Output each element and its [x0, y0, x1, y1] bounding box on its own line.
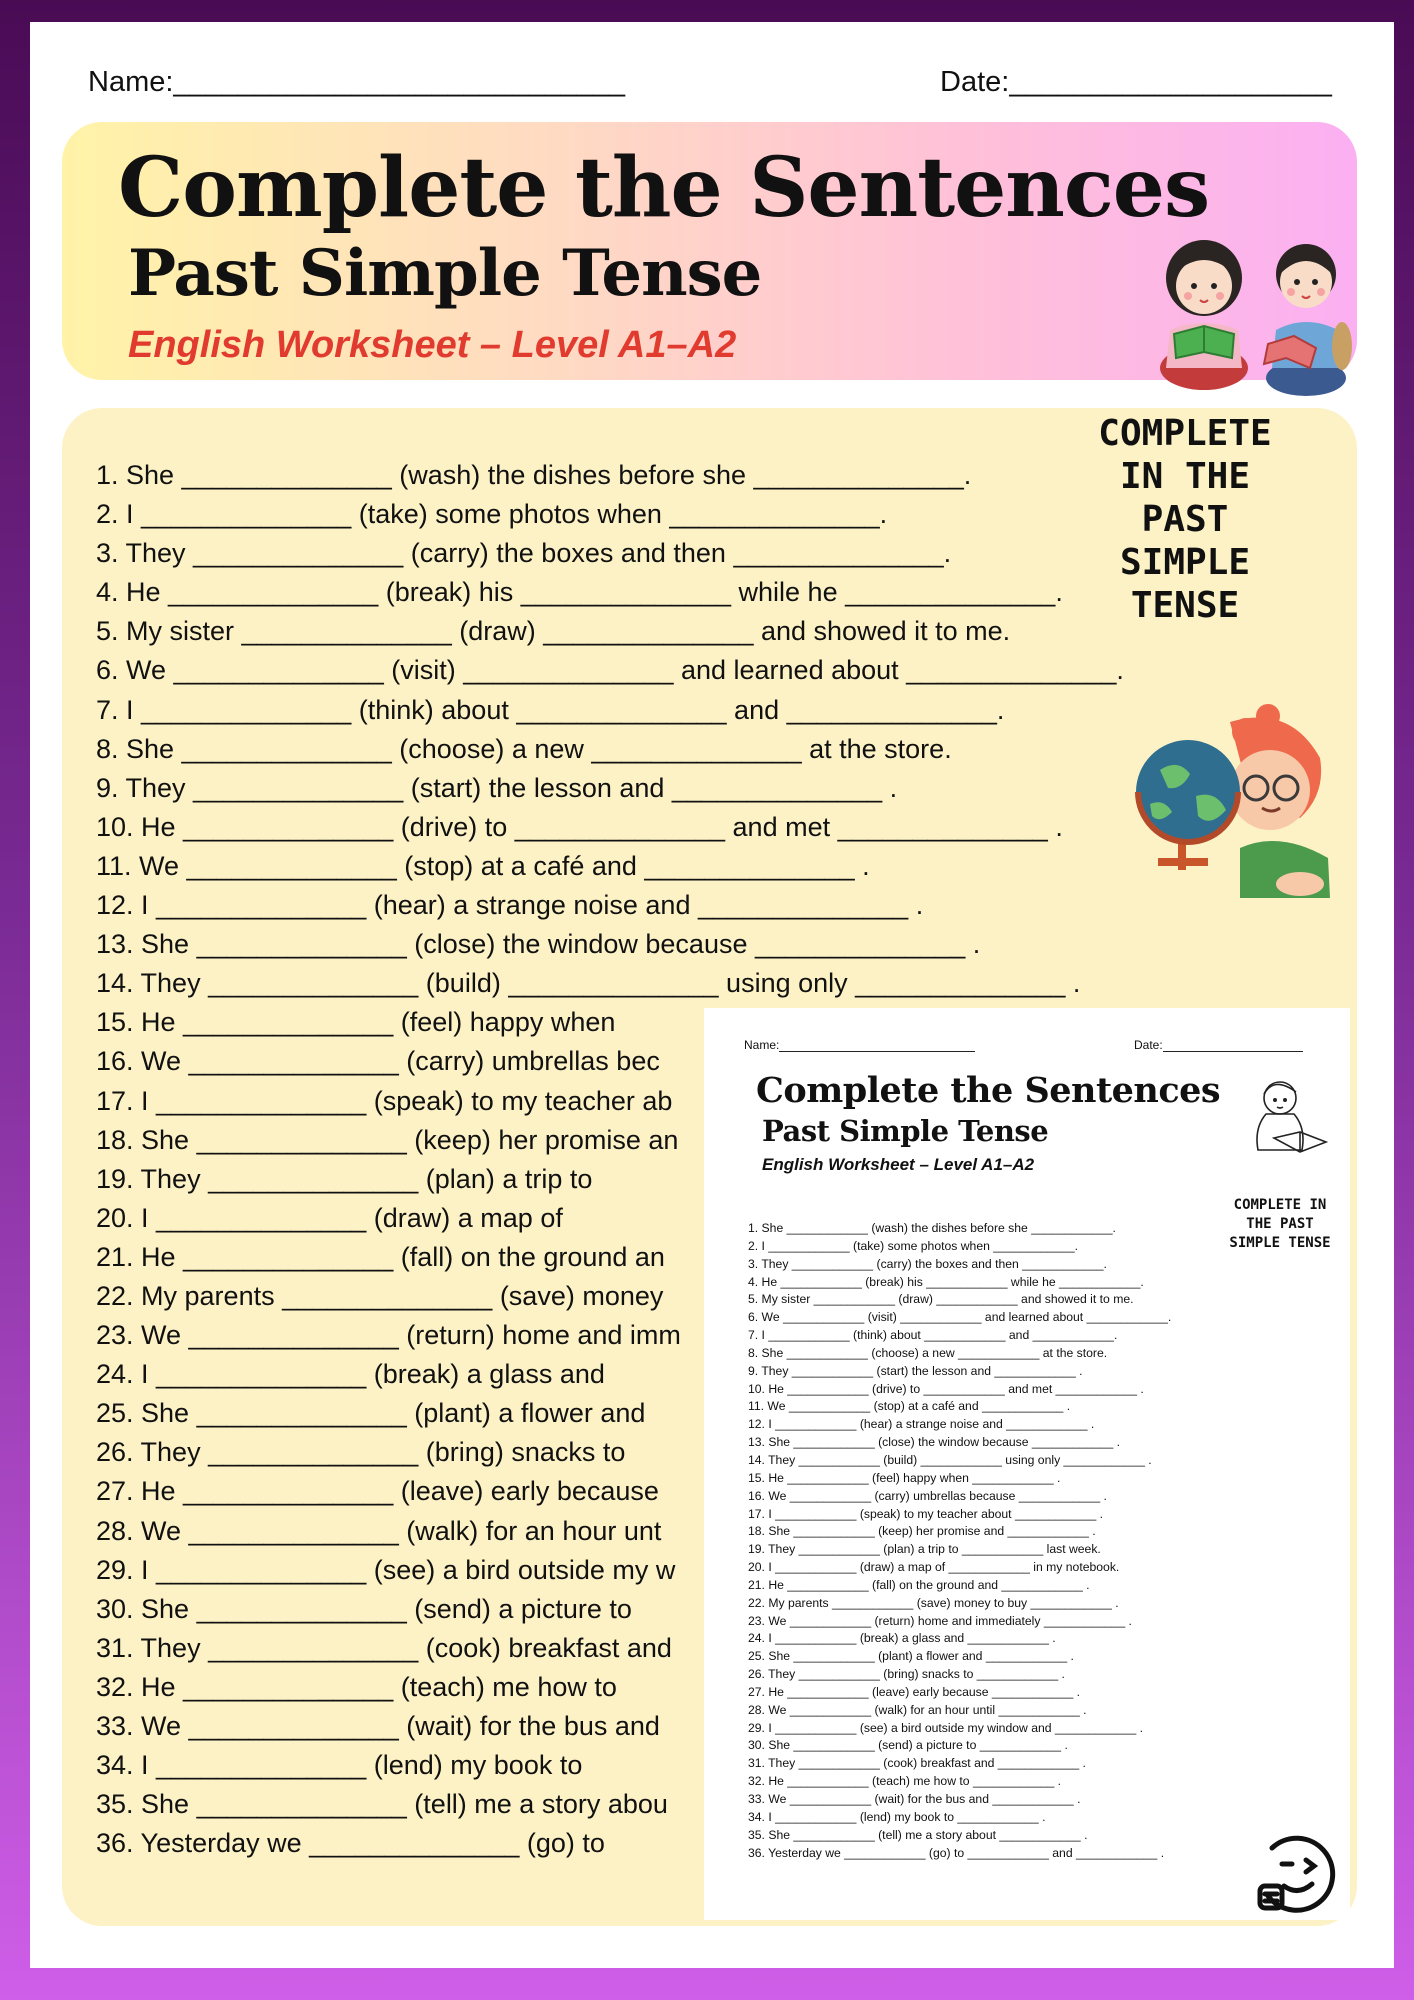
preview-date-field	[1134, 1038, 1303, 1052]
preview-exercise-item: 5. My sister ____________ (draw) ____________ and showed it to me.	[748, 1292, 1134, 1307]
date-field: Date:____________________	[940, 66, 1332, 98]
exercise-item: 2. I ______________ (take) some photos when ______________.	[96, 499, 888, 530]
exercise-item: 35. She ______________ (tell) me a story abou	[96, 1789, 668, 1820]
preview-exercise-item: 17. I ____________ (speak) to my teacher about ____________ .	[748, 1506, 1104, 1521]
preview-exercise-item: 19. They ____________ (plan) a trip to ____________ last week.	[748, 1542, 1101, 1557]
exercise-item: 30. She ______________ (send) a picture to	[96, 1593, 632, 1624]
exercise-item: 25. She ______________ (plant) a flower and	[96, 1398, 646, 1429]
preview-name-field	[744, 1038, 975, 1052]
exercise-item: 28. We ______________ (walk) for an hour unt	[96, 1515, 662, 1546]
exercise-item: 20. I ______________ (draw) a map of	[96, 1202, 563, 1233]
boy-reading-icon	[1244, 1074, 1330, 1164]
exercise-item: 21. He ______________ (fall) on the ground an	[96, 1241, 665, 1272]
preview-exercise-item: 10. He ____________ (drive) to ____________ and met ____________ .	[748, 1381, 1144, 1396]
preview-exercise-item: 14. They ____________ (build) ____________ using only ____________ .	[748, 1452, 1152, 1467]
exercise-item: 15. He ______________ (feel) happy when	[96, 1007, 616, 1038]
preview-instruction-label: COMPLETE IN THE PAST SIMPLE TENSE	[1229, 1197, 1331, 1251]
preview-exercise-item: 28. We ____________ (walk) for an hour until ____________ .	[748, 1702, 1087, 1717]
exercise-item: 5. My sister ______________ (draw) ______________ and showed it to me.	[96, 616, 1011, 647]
preview-exercise-item: 32. He ____________ (teach) me how to ____________ .	[748, 1774, 1062, 1789]
preview-exercise-item: 24. I ____________ (break) a glass and ____________ .	[748, 1631, 1056, 1646]
exercise-item: 17. I ______________ (speak) to my teacher ab	[96, 1085, 673, 1116]
preview-exercise-item: 3. They ____________ (carry) the boxes and then ____________.	[748, 1256, 1107, 1271]
children-reading-icon	[1156, 218, 1352, 398]
exercise-item: 33. We ______________ (wait) for the bus and	[96, 1711, 660, 1741]
preview-exercise-list	[748, 1220, 1171, 1862]
preview-exercise-item: 25. She ____________ (plant) a flower and ____________ .	[748, 1649, 1074, 1664]
preview-exercise-item: 6. We ____________ (visit) ____________ and learned about ____________.	[748, 1310, 1172, 1325]
preview-exercise-item: 29. I ____________ (see) a bird outside my window and ____________ .	[748, 1720, 1144, 1735]
exercise-item: 19. They ______________ (plan) a trip to	[96, 1163, 593, 1194]
exercise-item: 29. I ______________ (see) a bird outside my w	[96, 1554, 676, 1585]
exercise-item: 14. They ______________ (build) ______________ using only ______________ .	[96, 968, 1081, 999]
exercise-item: 12. I ______________ (hear) a strange noise and ______________ .	[96, 890, 924, 921]
preview-exercise-item: 16. We ____________ (carry) umbrellas because ____________ .	[748, 1488, 1107, 1503]
preview-exercise-item: 12. I ____________ (hear) a strange noise and ____________ .	[748, 1417, 1095, 1432]
exercise-item: 7. I ______________ (think) about ______________ and ______________.	[96, 694, 1005, 725]
girl-with-globe-icon	[1130, 698, 1330, 908]
instruction-label: COMPLETE IN THE PAST SIMPLE TENSE	[1098, 413, 1272, 626]
preview-exercise-item: 22. My parents ____________ (save) money to buy ____________ .	[748, 1595, 1119, 1610]
exercise-item: 18. She ______________ (keep) her promise an	[96, 1124, 679, 1155]
exercise-item: 10. He ______________ (drive) to ______________ and met ______________ .	[96, 811, 1063, 842]
preview-exercise-item: 2. I ____________ (take) some photos when ____________.	[748, 1238, 1078, 1253]
preview-exercise-item: 31. They ____________ (cook) breakfast and ____________ .	[748, 1756, 1086, 1771]
worksheet-page	[30, 22, 1394, 1968]
preview-exercise-item: 7. I ____________ (think) about ____________ and ____________.	[748, 1328, 1118, 1343]
exercise-item: 36. Yesterday we ______________ (go) to	[96, 1828, 605, 1859]
exercise-item: 32. He ______________ (teach) me how to	[96, 1671, 617, 1702]
exercise-item: 9. They ______________ (start) the lesson and ______________ .	[96, 772, 898, 803]
preview-exercise-item: 8. She ____________ (choose) a new ____________ at the store.	[748, 1345, 1108, 1360]
preview-exercise-item: 33. We ____________ (wait) for the bus and ____________ .	[748, 1792, 1081, 1806]
preview-date-label: Date:	[1134, 1038, 1163, 1052]
preview-exercise-item: 27. He ____________ (leave) early because ____________ .	[748, 1684, 1081, 1699]
exercise-item: 6. We ______________ (visit) ______________ and learned about ______________.	[96, 655, 1124, 686]
exercise-item: 31. They ______________ (cook) breakfast and	[96, 1632, 672, 1663]
name-field: Name:____________________________	[88, 66, 626, 98]
preview-exercise-item: 4. He ____________ (break) his ____________ while he ____________.	[748, 1274, 1144, 1289]
preview-exercise-item: 30. She ____________ (send) a picture to ____________ .	[748, 1738, 1068, 1753]
exercise-item: 1. She ______________ (wash) the dishes before she ______________.	[96, 460, 972, 490]
preview-exercise-item: 35. She ____________ (tell) me a story about ____________ .	[748, 1827, 1088, 1842]
exercise-item: 4. He ______________ (break) his ______________ while he ______________.	[96, 577, 1063, 608]
preview-exercise-item: 26. They ____________ (bring) snacks to ____________ .	[748, 1667, 1065, 1682]
winking-smiley-icon	[1252, 1830, 1336, 1914]
preview-exercise-item: 21. He ____________ (fall) on the ground and ____________ .	[748, 1577, 1090, 1592]
preview-title: Complete the Sentences	[756, 1070, 1221, 1111]
exercise-item: 23. We ______________ (return) home and imm	[96, 1320, 681, 1351]
preview-exercise-item: 13. She ____________ (close) the window because ____________ .	[748, 1435, 1121, 1450]
preview-exercise-item: 18. She ____________ (keep) her promise and ____________ .	[748, 1524, 1096, 1539]
exercise-item: 16. We ______________ (carry) umbrellas bec	[96, 1046, 660, 1077]
exercise-item: 11. We ______________ (stop) at a café and ______________ .	[96, 850, 870, 881]
preview-exercise-item: 11. We ____________ (stop) at a café and ____________ .	[748, 1399, 1071, 1414]
preview-exercise-item: 36. Yesterday we ____________ (go) to ____________ and ____________ .	[748, 1845, 1165, 1860]
exercise-item: 34. I ______________ (lend) my book to	[96, 1750, 583, 1781]
worksheet-title: Complete the Sentences	[118, 140, 1210, 236]
exercise-item: 26. They ______________ (bring) snacks to	[96, 1437, 626, 1468]
preview-subtitle: Past Simple Tense	[762, 1114, 1049, 1148]
exercise-item: 13. She ______________ (close) the window because ______________ .	[96, 929, 981, 960]
preview-level: English Worksheet – Level A1–A2	[762, 1155, 1035, 1174]
worksheet-subtitle: Past Simple Tense	[128, 236, 762, 311]
exercise-item: 8. She ______________ (choose) a new ______________ at the store.	[96, 733, 952, 764]
preview-exercise-item: 23. We ____________ (return) home and immediately ____________ .	[748, 1613, 1132, 1628]
exercise-item: 27. He ______________ (leave) early because	[96, 1476, 659, 1507]
exercise-item: 3. They ______________ (carry) the boxes and then ______________.	[96, 538, 952, 569]
worksheet-preview	[704, 1008, 1350, 1920]
preview-exercise-item: 1. She ____________ (wash) the dishes before she ____________.	[748, 1221, 1116, 1235]
worksheet-level: English Worksheet – Level A1–A2	[128, 324, 737, 366]
preview-exercise-item: 9. They ____________ (start) the lesson and ____________ .	[748, 1363, 1083, 1378]
preview-name-label: Name:	[744, 1038, 780, 1052]
preview-exercise-item: 15. He ____________ (feel) happy when ____________ .	[748, 1470, 1061, 1485]
exercise-item: 24. I ______________ (break) a glass and	[96, 1359, 605, 1390]
preview-exercise-item: 20. I ____________ (draw) a map of ____________ in my notebook.	[748, 1560, 1120, 1575]
exercise-item: 22. My parents ______________ (save) money	[96, 1280, 664, 1311]
preview-exercise-item: 34. I ____________ (lend) my book to ____________ .	[748, 1809, 1046, 1824]
